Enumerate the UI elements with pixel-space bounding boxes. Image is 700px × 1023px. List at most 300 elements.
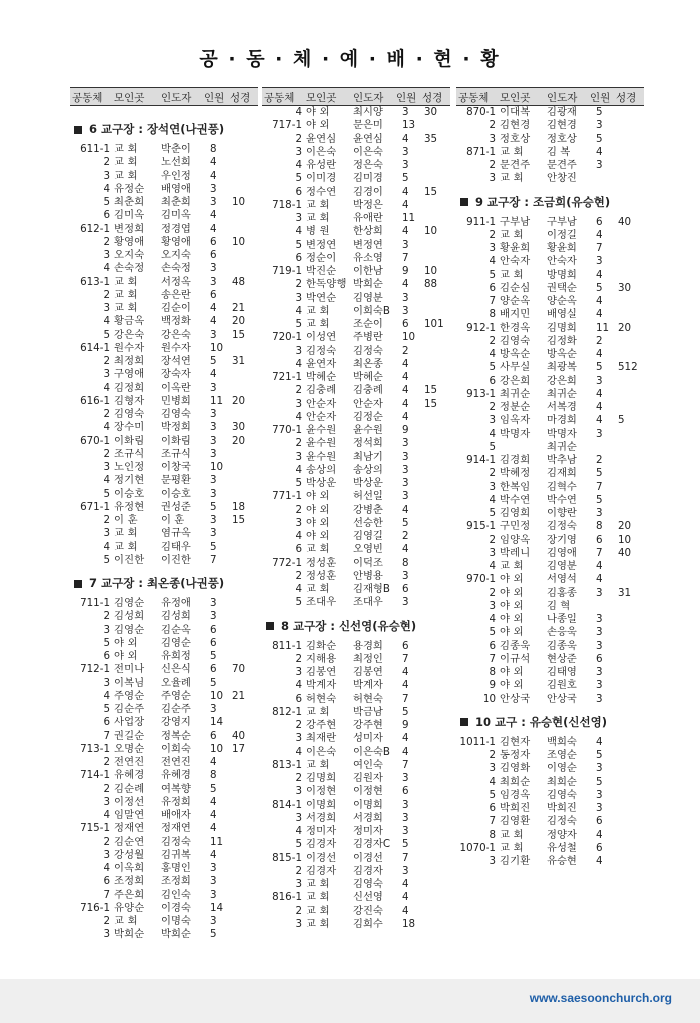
leader-name: 김정숙 [161, 835, 191, 848]
table-row [70, 461, 258, 474]
attendance-count: 4 [596, 573, 603, 586]
attendance-count: 13 [402, 119, 416, 132]
table-row [262, 679, 450, 692]
table-row [262, 119, 450, 132]
community-code: 2 [103, 610, 110, 623]
attendance-count: 4 [402, 410, 409, 423]
attendance-count: 3 [402, 106, 409, 118]
attendance-count: 4 [402, 745, 409, 758]
meeting-place: 강성월 [114, 848, 145, 861]
leader-name: 이향란 [547, 507, 577, 519]
community-code: 5 [103, 636, 110, 649]
community-code: 816-1 [272, 891, 302, 904]
meeting-place: 이복님 [114, 676, 145, 689]
leader-name: 박금남 [353, 705, 383, 718]
meeting-place: 안숙자 [500, 255, 531, 268]
header-community: 공동체 [458, 92, 489, 104]
table-row [262, 239, 450, 252]
table-row [456, 560, 644, 573]
attendance-count: 4 [402, 357, 409, 370]
bible-count: 30 [424, 106, 438, 118]
table-row [456, 776, 644, 789]
table-row [70, 836, 258, 849]
meeting-place: 김성희 [114, 610, 145, 623]
header-community: 공동체 [72, 92, 103, 104]
attendance-count: 4 [210, 156, 217, 169]
attendance-count: 4 [210, 222, 217, 235]
leader-name: 이명희 [353, 798, 383, 811]
table-row [70, 488, 258, 501]
attendance-count: 5 [596, 467, 603, 480]
leader-name: 신선영 [353, 891, 383, 904]
attendance-count: 3 [210, 447, 217, 460]
attendance-count: 6 [210, 235, 217, 248]
meeting-place: 한경옥 [500, 321, 531, 334]
attendance-count: 3 [402, 145, 409, 158]
meeting-place: 유혜경 [114, 769, 145, 782]
community-code: 2 [295, 437, 302, 450]
attendance-count: 4 [596, 295, 603, 307]
leader-name: 정경엽 [161, 222, 191, 235]
meeting-place: 이옥희 [114, 862, 145, 874]
leader-name: 박희순 [353, 278, 383, 291]
attendance-count: 4 [402, 891, 409, 904]
website-link[interactable]: www.saesoonchurch.org [529, 991, 672, 1005]
table-row [262, 530, 450, 543]
meeting-place: 야 외 [306, 106, 330, 118]
leader-name: 박추남 [547, 454, 577, 466]
leader-name: 권성준 [161, 500, 191, 513]
meeting-place: 김영순 [114, 597, 145, 609]
table-row [456, 855, 644, 868]
table-header [262, 87, 450, 106]
community-code: 5 [489, 788, 496, 801]
leader-name: 민병희 [161, 394, 191, 407]
attendance-count: 4 [210, 209, 217, 222]
table-row [70, 276, 258, 289]
table-row [70, 809, 258, 822]
leader-name: 김재형B [353, 583, 390, 595]
community-code: 3 [295, 785, 302, 798]
table-row [70, 262, 258, 275]
attendance-count: 4 [402, 185, 409, 198]
community-code: 4 [103, 809, 110, 821]
meeting-place: 변정연 [306, 238, 337, 251]
community-code: 3 [489, 242, 496, 254]
table-row [262, 265, 450, 278]
leader-name: 방옥순 [547, 348, 577, 360]
community-code: 5 [295, 477, 302, 489]
table-row [70, 474, 258, 487]
table-row [456, 441, 644, 454]
attendance-count: 3 [402, 463, 409, 476]
table-row [456, 494, 644, 507]
community-code: 612-1 [80, 222, 110, 235]
community-code: 2 [489, 586, 496, 599]
attendance-count: 18 [402, 917, 416, 930]
attendance-count: 3 [210, 915, 217, 927]
table-row [262, 305, 450, 318]
table-row [262, 666, 450, 679]
community-code: 915-1 [466, 520, 496, 533]
leader-name: 배영애 [161, 182, 191, 195]
table-row [70, 514, 258, 527]
table-row [456, 789, 644, 802]
community-code: 4 [489, 775, 496, 788]
community-code: 3 [103, 368, 110, 381]
bible-count: 30 [618, 281, 632, 294]
meeting-place: 교 회 [500, 268, 524, 281]
attendance-count: 3 [210, 597, 217, 609]
meeting-place: 야 외 [500, 599, 524, 612]
spacer [70, 106, 258, 113]
attendance-count: 5 [596, 132, 603, 145]
meeting-place: 김순연 [114, 835, 145, 848]
attendance-count: 14 [210, 901, 224, 914]
community-code: 721-1 [272, 371, 302, 383]
leader-name: 이희숙B [353, 304, 390, 317]
header-community: 공동체 [264, 92, 295, 104]
leader-name: 김성희 [161, 610, 191, 623]
meeting-place: 문견주 [500, 159, 531, 171]
header-leader: 인도자 [547, 92, 578, 104]
table-row [70, 435, 258, 448]
square-bullet-icon [266, 622, 274, 630]
leader-name: 박수연 [547, 493, 577, 506]
meeting-place: 이화림 [114, 434, 145, 447]
community-code: 3 [489, 480, 496, 493]
table-row [70, 183, 258, 196]
leader-name: 조순이 [353, 318, 383, 330]
attendance-count: 4 [402, 397, 409, 410]
leader-name: 정재연 [161, 822, 191, 835]
community-code: 714-1 [80, 769, 110, 782]
table-row [262, 570, 450, 583]
attendance-count: 11 [596, 321, 610, 334]
attendance-count: 2 [596, 334, 603, 347]
leader-name: 정미자 [353, 825, 383, 837]
leader-name: 안병용 [353, 569, 383, 582]
meeting-place: 한복임 [500, 480, 531, 493]
community-code: 913-1 [466, 387, 496, 400]
leader-name: 조규식 [161, 447, 191, 460]
community-code: 2 [103, 835, 110, 848]
table-row [70, 889, 258, 902]
leader-name: 안상국 [547, 692, 577, 705]
leader-name: 유승현 [547, 855, 577, 867]
attendance-count: 4 [596, 560, 603, 572]
table-row [456, 401, 644, 414]
meeting-place: 야 외 [306, 516, 330, 529]
leader-name: 이창국 [161, 461, 191, 473]
meeting-place: 김봉연 [306, 666, 337, 678]
table-row [456, 146, 644, 159]
meeting-place: 정수연 [306, 185, 337, 198]
table-row [70, 769, 258, 782]
meeting-place: 강은희 [500, 374, 531, 387]
table-row [70, 783, 258, 796]
bible-count: 30 [232, 421, 246, 434]
leader-name: 송은란 [161, 288, 191, 301]
leader-name: 성미자 [353, 732, 383, 745]
table-row [262, 331, 450, 344]
community-code: 3 [103, 461, 110, 473]
leader-name: 정복순 [161, 729, 191, 742]
community-code: 2 [295, 772, 302, 784]
bible-count: 21 [232, 689, 246, 702]
attendance-count: 14 [210, 716, 224, 729]
table-row [262, 693, 450, 706]
meeting-place: 서경희 [306, 811, 337, 824]
attendance-count: 3 [596, 613, 603, 625]
leader-name: 용경희 [353, 639, 383, 652]
meeting-place: 야 외 [306, 119, 330, 132]
meeting-place: 교 회 [306, 904, 330, 917]
community-code: 3 [489, 132, 496, 145]
leader-name: 정은숙 [353, 159, 383, 171]
attendance-count: 4 [596, 387, 603, 400]
meeting-place: 윤연자 [306, 357, 337, 370]
community-code: 2 [295, 278, 302, 291]
attendance-count: 5 [210, 676, 217, 689]
meeting-place: 지해용 [306, 652, 337, 665]
leader-name: 구부남 [547, 215, 577, 228]
bible-count: 40 [618, 215, 632, 228]
leader-name: 김희수 [353, 917, 383, 930]
bible-count: 17 [232, 742, 246, 755]
table-row [262, 596, 450, 609]
leader-name: 김태우 [161, 540, 191, 553]
leader-name: 김영숙 [161, 408, 191, 420]
community-code: 870-1 [466, 106, 496, 118]
table-row [262, 106, 450, 119]
leader-name: 장기영 [547, 533, 577, 546]
meeting-place: 김명희 [306, 772, 337, 784]
meeting-place: 김영숙 [500, 334, 531, 347]
attendance-count: 11 [210, 394, 224, 407]
attendance-count: 2 [402, 530, 409, 542]
attendance-count: 3 [210, 275, 217, 288]
community-code: 670-1 [80, 434, 110, 447]
section-heading [456, 706, 644, 736]
attendance-count: 3 [596, 679, 603, 692]
attendance-count: 3 [402, 864, 409, 877]
community-code: 3 [295, 212, 302, 224]
leader-name: 허선일 [353, 490, 383, 503]
leader-name: 조영순 [547, 749, 577, 761]
table-row [262, 133, 450, 146]
attendance-count: 5 [596, 361, 603, 374]
leader-name: 김광재 [547, 106, 577, 118]
meeting-place: 김순주 [114, 703, 145, 715]
attendance-count: 3 [402, 477, 409, 489]
community-code: 4 [103, 182, 110, 195]
attendance-count: 6 [596, 533, 603, 546]
community-code: 6 [295, 185, 302, 198]
attendance-count: 4 [210, 795, 217, 808]
meeting-place: 동정자 [500, 749, 531, 761]
leader-name: 유성철 [547, 841, 577, 854]
meeting-place: 김영희 [500, 507, 531, 519]
community-code: 719-1 [272, 265, 302, 277]
table-row [262, 583, 450, 596]
table-row [70, 302, 258, 315]
table-row [456, 626, 644, 639]
community-code: 716-1 [80, 901, 110, 914]
attendance-count: 5 [210, 782, 217, 795]
community-code: 4 [295, 679, 302, 692]
meeting-place: 정성훈 [306, 569, 337, 582]
meeting-place: 안순자 [306, 397, 337, 410]
community-code: 5 [103, 196, 110, 208]
bible-count: 35 [424, 132, 438, 145]
community-code: 4 [295, 583, 302, 595]
table-row [456, 133, 644, 146]
community-code: 3 [489, 599, 496, 612]
meeting-place: 강주현 [306, 719, 337, 731]
table-row [70, 902, 258, 915]
attendance-count: 6 [402, 785, 409, 798]
table-row [456, 322, 644, 335]
meeting-place: 구민정 [500, 520, 531, 533]
table-row [456, 600, 644, 613]
leader-name: 오영빈 [353, 543, 383, 556]
attendance-count: 3 [596, 788, 603, 801]
table-row [456, 534, 644, 547]
leader-name: 이한남 [353, 265, 383, 277]
attendance-count: 3 [210, 408, 217, 420]
community-code: 2 [295, 864, 302, 877]
leader-name: 박정은 [353, 198, 383, 211]
community-code: 2 [103, 514, 110, 526]
meeting-place: 교 회 [500, 828, 524, 841]
meeting-place: 교 회 [500, 145, 524, 158]
table-row [70, 527, 258, 540]
meeting-place: 양순옥 [500, 295, 531, 307]
community-code: 5 [103, 328, 110, 341]
attendance-count: 3 [596, 802, 603, 814]
attendance-count: 4 [402, 878, 409, 890]
meeting-place: 김정희 [114, 381, 145, 394]
table-row [262, 759, 450, 772]
attendance-count: 3 [210, 888, 217, 901]
leader-name: 오지숙 [161, 249, 191, 261]
table-row [456, 762, 644, 775]
attendance-count: 2 [402, 344, 409, 357]
leader-name: 김봉연 [353, 666, 383, 678]
community-code: 2 [103, 447, 110, 460]
community-code: 4 [295, 357, 302, 370]
leader-name: 최희순 [547, 775, 577, 788]
leader-name: 이경선 [353, 851, 383, 864]
attendance-count: 4 [596, 228, 603, 241]
meeting-place: 교 회 [306, 198, 330, 211]
leader-name: 김인숙 [161, 888, 191, 901]
table-row [70, 637, 258, 650]
leader-name: 박희진 [547, 802, 577, 814]
community-code: 6 [103, 716, 110, 729]
attendance-count: 4 [210, 822, 217, 835]
leader-name: 선승한 [353, 516, 383, 529]
leader-name: 김영분 [547, 560, 577, 572]
leader-name: 김미경 [353, 172, 383, 185]
header-place: 모인곳 [306, 92, 337, 104]
meeting-place: 김정숙 [306, 344, 337, 357]
leader-name: 백희숙 [547, 735, 577, 748]
community-code: 2 [103, 288, 110, 301]
attendance-count: 3 [596, 427, 603, 440]
meeting-place: 야 외 [306, 530, 330, 542]
table-row [456, 613, 644, 626]
attendance-count: 4 [402, 904, 409, 917]
community-code: 4 [103, 540, 110, 553]
leader-name: 이영순 [547, 762, 577, 775]
table-row [456, 119, 644, 132]
leader-name: 서복경 [547, 401, 577, 413]
table-row [456, 282, 644, 295]
table-row [70, 597, 258, 610]
table-row [262, 504, 450, 517]
table-row [456, 361, 644, 374]
meeting-place: 정재연 [114, 822, 145, 835]
table-row [70, 223, 258, 236]
meeting-place: 이대복 [500, 106, 531, 118]
attendance-count: 4 [210, 756, 217, 768]
meeting-place: 조규식 [114, 447, 145, 460]
leader-name: 여인숙 [353, 758, 383, 771]
community-code: 614-1 [80, 341, 110, 354]
table-header [456, 87, 644, 106]
leader-name: 김현경 [547, 119, 577, 132]
meeting-place: 장수미 [114, 421, 145, 434]
rows [70, 106, 258, 942]
attendance-count: 3 [402, 159, 409, 171]
community-code: 2 [489, 401, 496, 413]
community-code: 4 [489, 255, 496, 268]
bible-count: 48 [232, 275, 246, 288]
table-row [262, 292, 450, 305]
attendance-count: 4 [402, 543, 409, 556]
bible-count: 20 [232, 394, 246, 407]
attendance-count: 6 [402, 318, 409, 330]
table-row [70, 501, 258, 514]
table-row [70, 743, 258, 756]
attendance-count: 9 [402, 424, 409, 436]
meeting-place: 최귀순 [500, 387, 531, 400]
table-row [262, 451, 450, 464]
leader-name: 강영지 [161, 716, 191, 729]
attendance-count: 6 [596, 652, 603, 665]
meeting-place: 교 회 [114, 143, 138, 155]
community-code: 6 [295, 543, 302, 556]
bible-count: 10 [424, 265, 438, 277]
meeting-place: 박혜정 [500, 467, 531, 480]
meeting-place: 박연순 [306, 291, 337, 304]
meeting-place: 박혜순 [306, 371, 337, 383]
leader-name: 김영순 [161, 636, 191, 649]
section-title: 9 교구장 : 조금희(유승현) [475, 194, 611, 209]
table-row [70, 690, 258, 703]
meeting-place: 임양옥 [500, 533, 531, 546]
table-row [456, 802, 644, 815]
community-code: 4 [295, 745, 302, 758]
community-code: 6 [295, 692, 302, 705]
attendance-count: 8 [402, 556, 409, 569]
community-code: 811-1 [272, 639, 302, 652]
community-code: 8 [489, 666, 496, 678]
community-code: 6 [489, 639, 496, 652]
bible-count: 31 [618, 586, 632, 599]
